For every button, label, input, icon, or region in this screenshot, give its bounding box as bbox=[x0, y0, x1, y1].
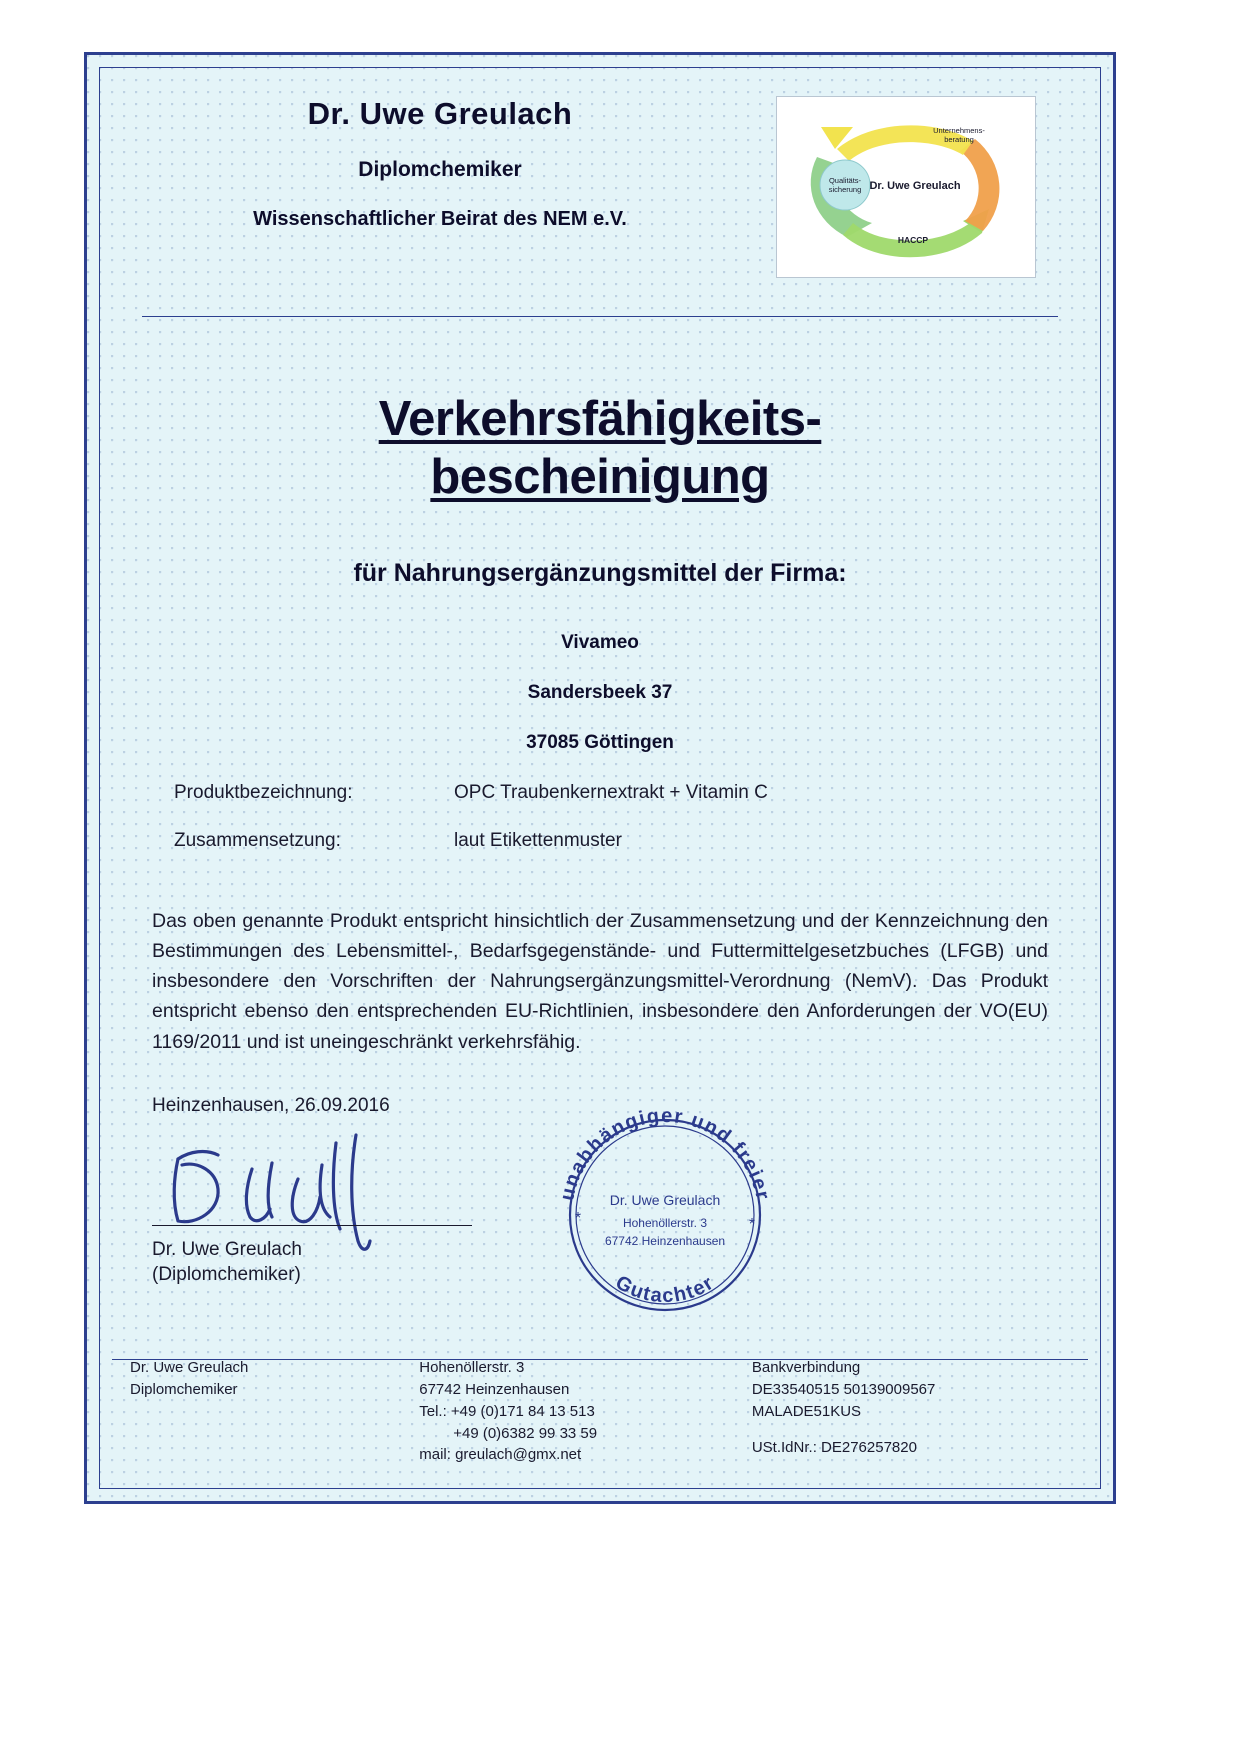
document-footer bbox=[130, 1357, 1070, 1466]
field-value-produktbezeichnung: OPC Traubenkernextrakt + Vitamin C bbox=[454, 781, 768, 803]
footer-address-city: 67742 Heinzenhausen bbox=[419, 1381, 570, 1398]
stamp-star-left: * bbox=[574, 1209, 582, 1227]
footer-email[interactable]: mail: greulach@gmx.net bbox=[419, 1446, 582, 1464]
document-header bbox=[130, 68, 1070, 313]
header-person-name: Dr. Uwe Greulach bbox=[307, 96, 573, 131]
stamp-star-right: * bbox=[748, 1215, 756, 1233]
place-and-date: Heinzenhausen, 26.09.2016 bbox=[152, 1094, 390, 1116]
field-row-produktbezeichnung bbox=[174, 782, 1070, 804]
field-label-produktbezeichnung: Produktbezeichnung: bbox=[174, 781, 353, 803]
signature-area bbox=[130, 1095, 1070, 1315]
official-stamp bbox=[540, 1087, 790, 1337]
header-board-membership: Wissenschaftlicher Beirat des NEM e.V. bbox=[253, 208, 627, 230]
logo-center-label: Dr. Uwe Greulach bbox=[869, 180, 961, 192]
stamp-line-1: Dr. Uwe Greulach bbox=[609, 1191, 721, 1208]
footer-address-street: Hohenöllerstr. 3 bbox=[419, 1359, 525, 1377]
company-address-block bbox=[130, 632, 1070, 754]
stamp-arc-top: unabhängiger und freier bbox=[556, 1104, 774, 1203]
signature-line bbox=[152, 1225, 472, 1226]
logo-cycle-diagram bbox=[777, 97, 1035, 277]
document-title-line2: bescheinigung bbox=[430, 449, 770, 504]
footer-phone-2: +49 (0)6382 99 33 59 bbox=[453, 1424, 598, 1442]
field-value-zusammensetzung: laut Etikettenmuster bbox=[454, 829, 622, 851]
product-fields bbox=[130, 782, 1070, 852]
document-title-line1: Verkehrsfähigkeits- bbox=[378, 392, 822, 446]
title-block bbox=[130, 391, 1070, 507]
footer-left-line2: Diplomchemiker bbox=[130, 1381, 238, 1398]
logo-label-beratung-1: Unternehmens- bbox=[933, 126, 985, 135]
footer-vat-id: USt.IdNr.: DE276257820 bbox=[751, 1438, 917, 1456]
footer-bic: MALADE51KUS bbox=[751, 1402, 862, 1420]
certificate-page bbox=[84, 52, 1116, 1504]
company-city: 37085 Göttingen bbox=[526, 731, 674, 753]
footer-bank-column bbox=[752, 1357, 1070, 1466]
footer-bank-title: Bankverbindung bbox=[751, 1359, 861, 1377]
field-label-zusammensetzung: Zusammensetzung: bbox=[174, 829, 341, 851]
stamp-line-2: Hohenöllerstr. 3 bbox=[622, 1215, 708, 1230]
stamp-arc-bottom: Gutachter bbox=[611, 1271, 719, 1307]
footer-left-line1: Dr. Uwe Greulach bbox=[130, 1359, 249, 1377]
page-inner-border bbox=[99, 67, 1101, 1489]
signatory-qualification: (Diplomchemiker) bbox=[152, 1264, 301, 1286]
header-divider bbox=[142, 316, 1058, 317]
handwritten-signature bbox=[160, 1125, 540, 1255]
svg-text:unabhängiger und freier bbox=[556, 1105, 774, 1203]
header-person-role: Diplomchemiker bbox=[358, 158, 522, 181]
logo-label-qs-2: sicherung bbox=[828, 185, 862, 194]
signatory-name: Dr. Uwe Greulach bbox=[152, 1238, 302, 1260]
footer-left-column bbox=[130, 1357, 419, 1466]
logo-label-beratung-2: beratung bbox=[944, 135, 974, 144]
footer-iban: DE33540515 50139009567 bbox=[751, 1381, 936, 1398]
document-title bbox=[130, 391, 1070, 507]
footer-contact-column bbox=[419, 1357, 752, 1466]
header-text-block bbox=[130, 96, 750, 231]
logo-label-haccp: HACCP bbox=[897, 235, 929, 245]
company-street: Sandersbeek 37 bbox=[527, 681, 673, 703]
logo-label-qs-1: Qualitäts- bbox=[828, 176, 862, 185]
footer-phone-1: Tel.: +49 (0)171 84 13 513 bbox=[419, 1402, 595, 1420]
stamp-line-3: 67742 Heinzenhausen bbox=[604, 1233, 726, 1248]
field-row-zusammensetzung bbox=[174, 830, 1070, 852]
body-paragraph: Das oben genannte Produkt entspricht hinsichtlich der Zusammensetzung und der Kennzeichnung den Bestimmungen des Lebensmittel-, Bedarfsgegenstände- und Futtermittelgesetzbuches (LFGB) und insbesondere den Vorschriften der Nahrungsergänzungsmittel-Verordnung (NemV). Das Produkt entspricht ebenso den entsprechenden EU-Richtlinien, insbesondere den Anforderungen der VO(EU) 1169/2011 und ist uneingeschränkt verkehrsfähig. bbox=[152, 909, 1048, 1053]
company-name: Vivameo bbox=[561, 631, 639, 653]
signatory-block bbox=[152, 1237, 302, 1288]
document-content bbox=[100, 68, 1100, 1488]
document-subtitle: für Nahrungsergänzungsmittel der Firma: bbox=[353, 558, 847, 587]
company-logo bbox=[776, 96, 1036, 278]
